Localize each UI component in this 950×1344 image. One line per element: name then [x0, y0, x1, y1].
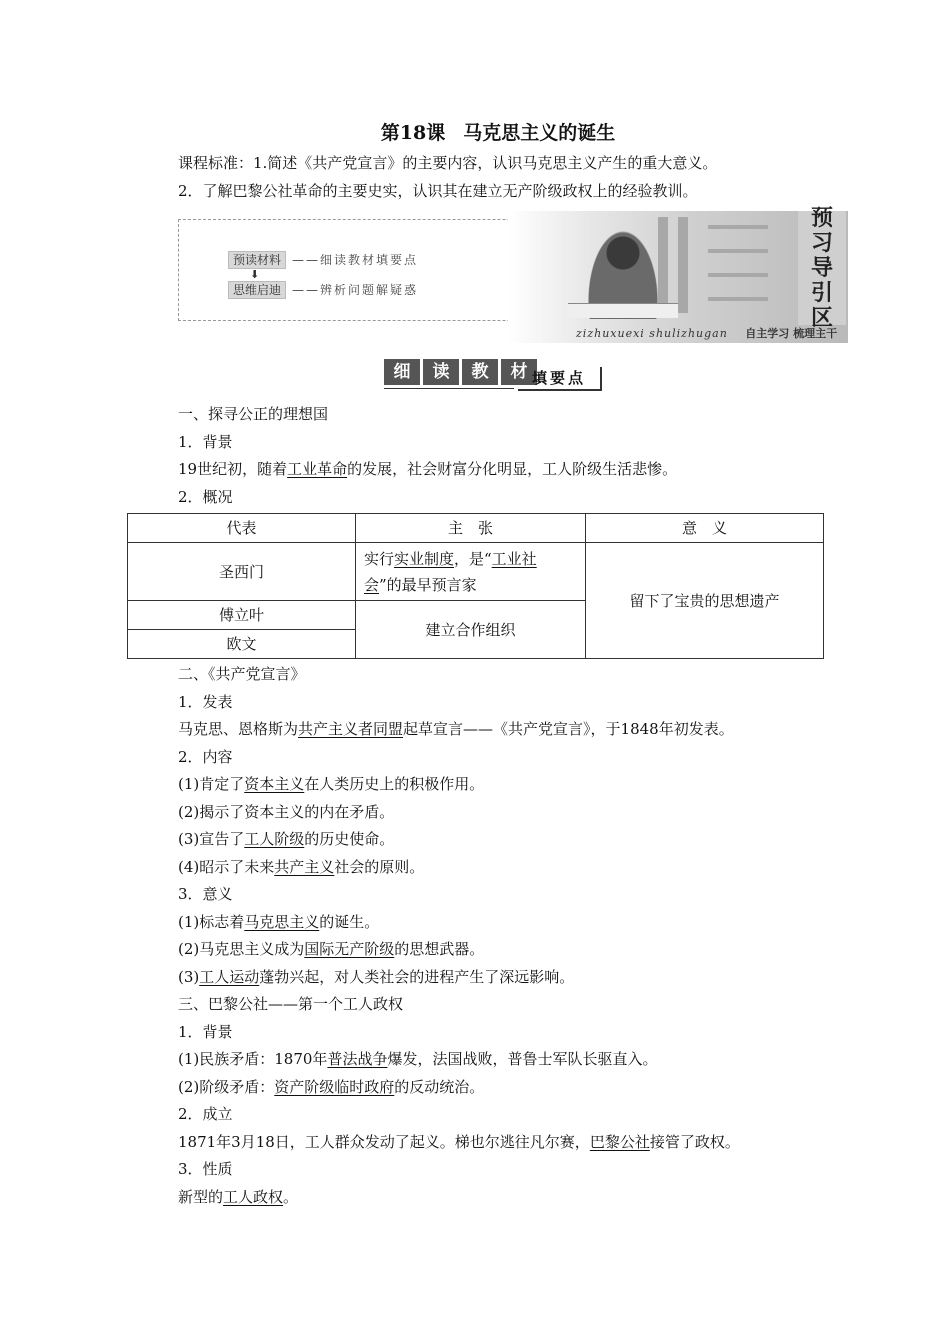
s2-significance-item: (2)马克思主义成为国际无产阶级的思想武器。: [178, 940, 485, 958]
section-1-heading: 一、探寻公正的理想国: [178, 405, 329, 423]
step-preread-desc: ——细读教材填要点: [292, 253, 419, 267]
table-header: 代表: [128, 514, 356, 543]
s3-establishment-title: 2．成立: [178, 1105, 233, 1123]
utopian-socialists-table: [127, 513, 824, 659]
section-header: [178, 357, 818, 397]
lesson-name: 马克思主义的诞生: [463, 122, 616, 144]
step-thinking-desc: ——辨析问题解疑惑: [292, 283, 419, 297]
page-title: [178, 118, 818, 148]
lesson-number: 第18课: [380, 122, 446, 144]
section-3-heading: 三、巴黎公社——第一个工人政权: [178, 995, 404, 1013]
s2-content-title: 2．内容: [178, 747, 233, 766]
table-cell-representative: 圣西门: [128, 543, 356, 601]
banner-footer: [576, 327, 837, 341]
header-chip: 读: [423, 359, 459, 385]
table-cell-claim: 实行实业制度，是“工业社 会”的最早预言家: [355, 543, 585, 601]
preview-flow: [228, 251, 418, 299]
s2-significance-title: 3．意义: [178, 885, 233, 903]
curriculum-standard-1: 课程标准：1.简述《共产党宣言》的主要内容，认识马克思主义产生的重大意义。: [178, 154, 718, 172]
table-cell-meaning: 留下了宝贵的思想遗产: [585, 543, 823, 659]
curriculum-standard-2: 2．了解巴黎公社革命的主要史实，认识其在建立无产阶级政权上的经验教训。: [178, 181, 698, 200]
s2-content-item: (3)宣告了工人阶级的历史使命。: [178, 830, 395, 848]
header-tail: 填要点: [518, 367, 602, 391]
table-cell-representative: 傅立叶: [128, 601, 356, 630]
s3-nature-title: 3．性质: [178, 1160, 233, 1178]
s3-nature-text: 新型的工人政权。: [178, 1187, 299, 1206]
open-book-image: [568, 303, 678, 318]
down-arrow-icon: ⬇: [250, 268, 260, 281]
table-header: 主 张: [355, 514, 585, 543]
library-photo: [508, 211, 848, 343]
keyword: 工业革命: [287, 460, 348, 478]
header-chip: 材: [501, 359, 537, 385]
s1-background-text: 19世纪初，随着工业革命的发展，社会财富分化明显，工人阶级生活悲惨。: [178, 460, 678, 478]
s2-content-item: (2)揭示了资本主义的内在矛盾。: [178, 802, 395, 821]
section-2-heading: 二、《共产党宣言》: [178, 665, 306, 683]
s2-significance-item: (3)工人运动蓬勃兴起，对人类社会的进程产生了深远影响。: [178, 967, 575, 986]
s2-content-item: (4)昭示了未来共产主义社会的原则。: [178, 857, 425, 876]
step-preread-label: 预读材料: [228, 251, 286, 269]
s1-background-title: 1．背景: [178, 432, 233, 451]
header-chip: 细: [384, 359, 420, 385]
preview-guide-tag: 预 习 导 引 区: [798, 211, 846, 325]
header-chip: 教: [462, 359, 498, 385]
header-rule: [384, 388, 514, 389]
s1-overview-title: 2．概况: [178, 487, 233, 506]
table-cell-claim: 建立合作组织: [355, 601, 585, 659]
s3-background-item: (1)民族矛盾：1870年普法战争爆发，法国战败，普鲁士军队长驱直入。: [178, 1050, 658, 1068]
s3-background-item: (2)阶级矛盾：资产阶级临时政府的反动统治。: [178, 1077, 485, 1096]
banner-caption: 自主学习 梳理主干: [745, 327, 838, 340]
s3-background-title: 1．背景: [178, 1022, 233, 1041]
s2-publication-text: 马克思、恩格斯为共产主义者同盟起草宣言——《共产党宣言》，于1848年初发表。: [178, 720, 734, 738]
preview-banner: [178, 205, 838, 351]
s2-publication-title: 1．发表: [178, 692, 233, 711]
table-cell-representative: 欧文: [128, 630, 356, 659]
s2-content-item: (1)肯定了资本主义在人类历史上的积极作用。: [178, 775, 485, 793]
banner-pinyin: zizhuxuexi shulizhugan: [576, 327, 728, 340]
s3-establishment-text: 1871年3月18日，工人群众发动了起义。梯也尔逃往凡尔赛，巴黎公社接管了政权。: [178, 1132, 740, 1151]
document-page: [178, 118, 838, 1211]
table-header: 意 义: [585, 514, 823, 543]
s2-significance-item: (1)标志着马克思主义的诞生。: [178, 912, 380, 931]
step-thinking-label: 思维启迪: [228, 281, 286, 299]
